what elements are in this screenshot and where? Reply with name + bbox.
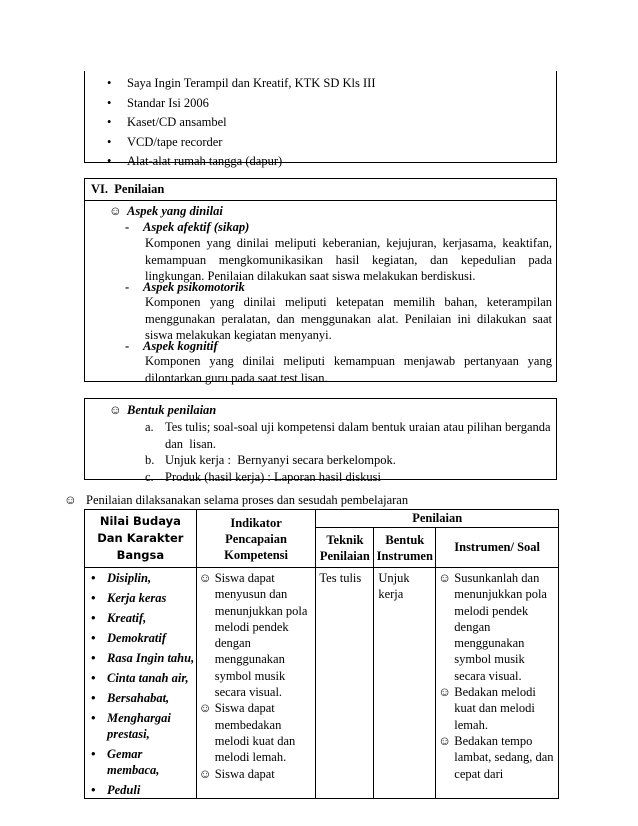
list-item: ☺ Bedakan melodi kuat dan melodi lemah.	[438, 685, 536, 732]
list-item: • Kreatif,	[85, 610, 196, 626]
aspek-psikomotorik-label-line: - Aspek psikomotorik	[125, 280, 245, 294]
penilaian-header-box	[84, 178, 557, 201]
smiley-icon: ☺	[438, 571, 452, 585]
list-item: ☺ Siswa dapat	[198, 766, 275, 781]
smiley-icon: ☺	[64, 493, 77, 507]
list-item: ☺ Siswa dapat menyusun dan menunjukkan pola melodi pendek dengan menggunakan symbol musik secara visual.	[198, 571, 308, 700]
bentuk-title: Bentuk penilaian	[127, 403, 217, 417]
list-item: • Gemar membaca,	[85, 746, 196, 778]
list-item: • Kerja keras	[85, 590, 196, 606]
list-item: • Kaset/CD ansambel	[85, 113, 556, 133]
aspek-kognitif-text: Komponen yang dinilai meliputi kemampuan menjawab pertanyaan yang dilontarkan guru pada saat test lisan.	[145, 354, 552, 385]
aspek-label: Aspek psikomotorik	[143, 280, 245, 294]
list-item: • Saya Ingin Terampil dan Kreatif, KTK SD Kls III	[85, 74, 556, 94]
note-text: Penilaian dilaksanakan selama proses dan sesudah pembelajaran	[86, 493, 409, 507]
list-item: ☺ Susunkanlah dan menunjukkan pola melodi pendek dengan menggunakan symbol musik secara visual.	[438, 571, 547, 683]
smiley-icon: ☺	[109, 403, 122, 417]
smiley-icon: ☺	[198, 766, 212, 781]
list-item: ☺ Siswa dapat membedakan melodi kuat dan melodi lemah.	[198, 701, 296, 765]
aspek-psikomotorik-text: Komponen yang dinilai meliputi ketepatan memilih bahan, keterampilan menggunakan peralatan, dan menggunakan alat. Penilaian ini dilakukan saat siswa melakukan kegiatan menyanyi.	[145, 295, 552, 342]
bentuk-box	[84, 398, 557, 484]
header-penilaian: Penilaian	[316, 510, 559, 528]
aspek-afektif-label-line: - Aspek afektif (sikap)	[125, 220, 250, 234]
aspek-afektif-text: Komponen yang dinilai meliputi keberanian, kejujuran, kerjasama, keaktifan, kemampuan mengkomunikasikan hasil kegiatan, dan kepedulian pada lingkungan. Penilaian dilakukan saat siswa melakukan berdiskusi.	[145, 236, 552, 283]
list-item: • Bersahabat,	[85, 690, 196, 706]
header-teknik: Teknik Penilaian	[316, 528, 374, 568]
resources-box	[84, 71, 557, 168]
teknik-cell: Tes tulis	[316, 568, 374, 799]
list-item: • Demokratif	[85, 630, 196, 646]
smiley-icon: ☺	[198, 701, 212, 716]
section-heading: VI. Penilaian	[91, 182, 165, 196]
bentuk-list	[145, 419, 555, 485]
note-line	[64, 493, 408, 508]
list-item: • Disiplin,	[85, 570, 196, 586]
list-item: a. Tes tulis; soal-soal uji kompetensi dalam bentuk uraian atau pilihan berganda dan lisan.	[145, 420, 551, 451]
bentuk-title-line	[109, 403, 216, 418]
resources-list	[85, 71, 556, 172]
list-item: • Peduli	[85, 782, 196, 798]
aspek-label: Aspek kognitif	[143, 339, 218, 353]
indikator-cell	[196, 568, 316, 799]
smiley-icon: ☺	[109, 204, 122, 218]
list-item: • Cinta tanah air,	[85, 670, 196, 686]
smiley-icon: ☺	[438, 733, 452, 748]
instrumen-cell	[436, 568, 559, 799]
header-indikator: Indikator Pencapaian Kompetensi	[196, 510, 316, 568]
aspek-title: Aspek yang dinilai	[127, 204, 223, 218]
penilaian-table	[84, 509, 559, 799]
aspek-title-line	[109, 204, 223, 219]
penilaian-box	[84, 200, 557, 385]
header-bentuk: Bentuk Instrumen	[374, 528, 436, 568]
list-item: • Rasa Ingin tahu,	[85, 650, 196, 666]
list-item: ☺ Bedakan tempo lambat, sedang, dan cepat dari	[438, 733, 554, 781]
bentuk-cell: Unjuk kerja	[374, 568, 436, 799]
smiley-icon: ☺	[438, 685, 452, 700]
aspek-label: Aspek afektif (sikap)	[143, 220, 250, 234]
list-item: • Menghargai prestasi,	[85, 710, 196, 742]
list-item: b. Unjuk kerja : Bernyanyi secara berkelompok.	[145, 453, 396, 467]
list-item: c. Produk (hasil kerja) : Laporan hasil diskusi	[145, 469, 381, 484]
list-item: • VCD/tape recorder	[85, 133, 556, 153]
list-item: • Standar Isi 2006	[85, 94, 556, 114]
nilai-cell	[85, 568, 197, 799]
header-instrumen: Instrumen/ Soal	[436, 528, 559, 568]
aspek-kognitif-label-line: - Aspek kognitif	[125, 339, 218, 353]
header-nilai: Nilai Budaya Dan Karakter Bangsa	[85, 510, 197, 568]
smiley-icon: ☺	[198, 571, 212, 585]
list-item: • Alat-alat rumah tangga (dapur)	[85, 152, 556, 172]
